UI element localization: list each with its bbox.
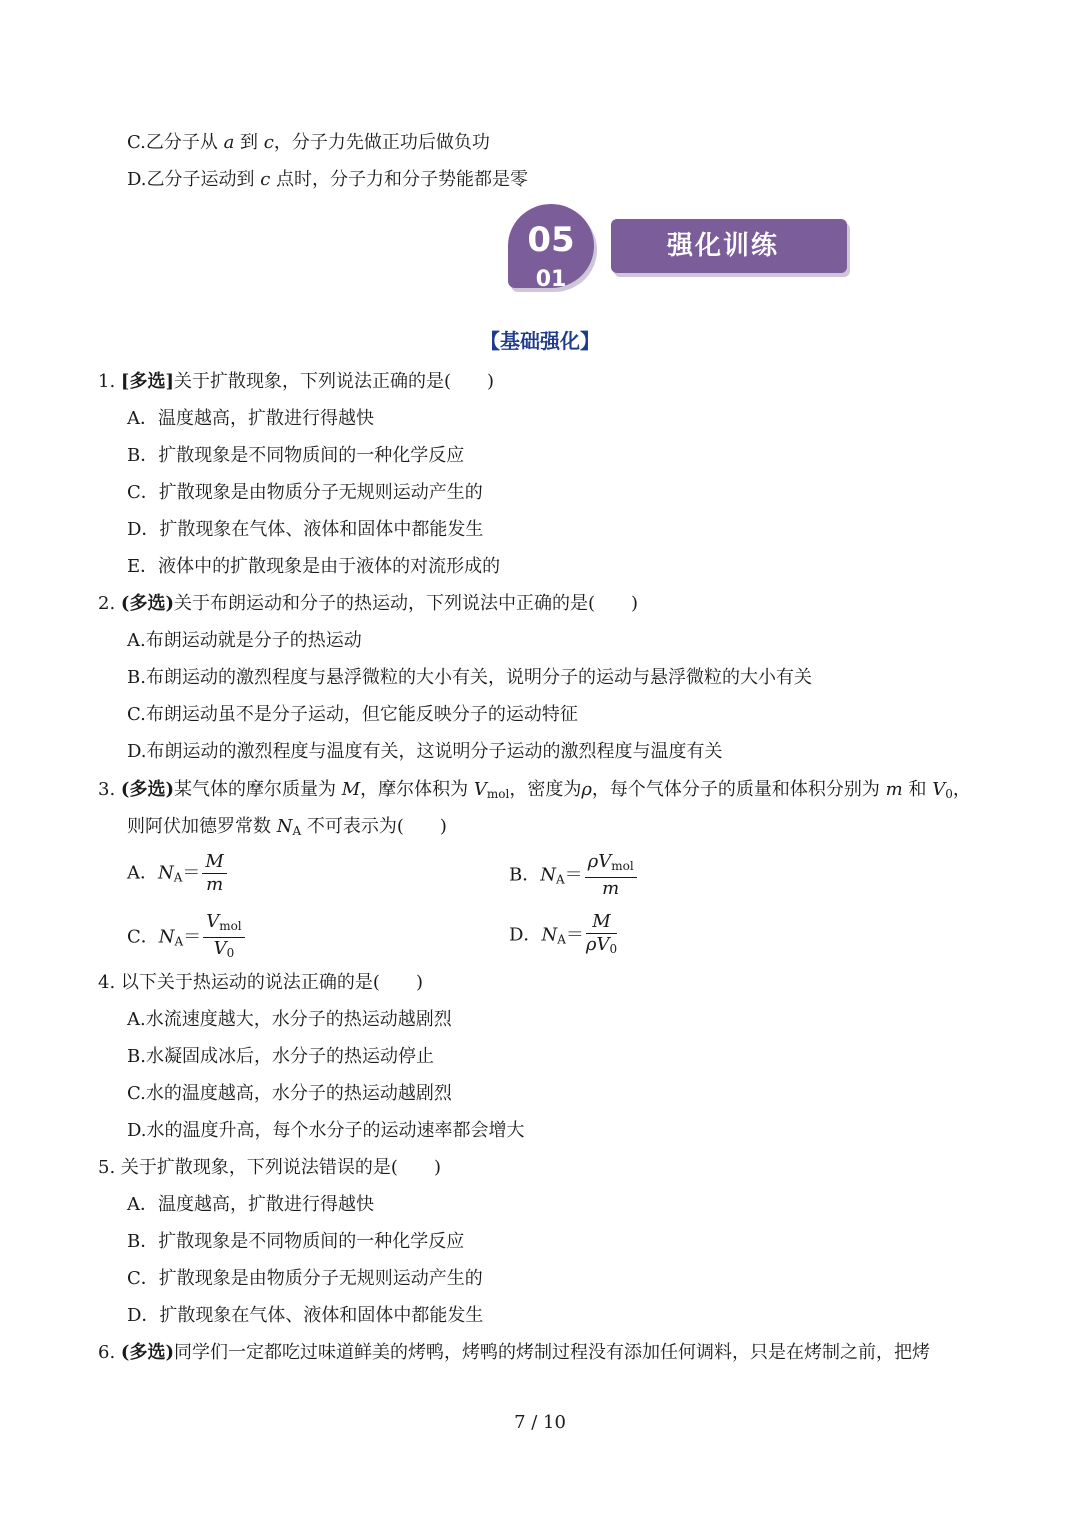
question-5: 5. 关于扩散现象，下列说法错误的是( )	[98, 1157, 441, 1178]
option-c: C.乙分子从 a 到 c，分子力先做正功后做负功	[127, 132, 490, 153]
q1-option-b: B．扩散现象是不同物质间的一种化学反应	[127, 445, 465, 466]
section-number: 05	[527, 220, 575, 260]
q3-option-c: C．$N_A=$ $\frac{V_{mol}}{V_0}$	[127, 911, 245, 964]
q5-option-c: C．扩散现象是由物质分子无规则运动产生的	[127, 1268, 483, 1289]
fraction: $\frac{M}{\rho V_0}$	[585, 911, 618, 956]
q1-option-c: C．扩散现象是由物质分子无规则运动产生的	[127, 482, 483, 503]
q2-option-b: B.布朗运动的激烈程度与悬浮微粒的大小有关，说明分子的运动与悬浮微粒的大小有关	[127, 667, 812, 688]
question-3-line2: 则阿伏加德罗常数 $N_A$ 不可表示为( )	[127, 816, 447, 838]
q3-option-b: B．$N_A=$ $\frac{\rho V_{mol}}{m}$	[509, 851, 637, 900]
option-d: D.乙分子运动到 c 点时，分子力和分子势能都是零	[127, 169, 529, 190]
q2-option-d: D.布朗运动的激烈程度与温度有关，这说明分子运动的激烈程度与温度有关	[127, 741, 723, 762]
q2-option-c: C.布朗运动虽不是分子运动，但它能反映分子的运动特征	[127, 704, 578, 725]
question-4: 4. 以下关于热运动的说法正确的是( )	[98, 972, 423, 993]
fraction: $\frac{\rho V_{mol}}{m}$	[585, 851, 637, 900]
q3-option-d: D．$N_A=$ $\frac{M}{\rho V_0}$	[509, 911, 617, 960]
q1-option-e: E．液体中的扩散现象是由于液体的对流形成的	[127, 556, 501, 577]
q5-option-d: D．扩散现象在气体、液体和固体中都能发生	[127, 1305, 484, 1326]
q4-option-a: A.水流速度越大，水分子的热运动越剧烈	[127, 1009, 452, 1030]
fraction: $\frac{V_{mol}}{V_0}$	[203, 911, 244, 964]
q4-option-d: D.水的温度升高，每个水分子的运动速率都会增大	[127, 1120, 525, 1141]
page-number: 7 / 10	[514, 1412, 566, 1433]
question-6: 6. (多选)同学们一定都吃过味道鲜美的烤鸭，烤鸭的烤制过程没有添加任何调料，只是在烤制之前，把烤	[98, 1342, 930, 1363]
q1-option-d: D．扩散现象在气体、液体和固体中都能发生	[127, 519, 484, 540]
q5-option-b: B．扩散现象是不同物质间的一种化学反应	[127, 1231, 465, 1252]
section-sub-number: 01	[535, 267, 567, 288]
q5-option-a: A．温度越高，扩散进行得越快	[127, 1194, 374, 1215]
question-2: 2. (多选)关于布朗运动和分子的热运动，下列说法中正确的是( )	[98, 593, 639, 614]
q2-option-a: A.布朗运动就是分子的热运动	[127, 630, 362, 651]
section-title: 强化训练	[666, 231, 779, 261]
q1-option-a: A．温度越高，扩散进行得越快	[127, 408, 374, 429]
q4-option-b: B.水凝固成冰后，水分子的热运动停止	[127, 1046, 434, 1067]
q4-option-c: C.水的温度越高，水分子的热运动越剧烈	[127, 1083, 452, 1104]
section-heading: 【基础强化】	[480, 329, 600, 353]
question-3: 3. (多选)某气体的摩尔质量为 M，摩尔体积为 $V_{mol}$，密度为ρ，每个气体分子的质量和体积分别为 m 和 $V_0$，	[98, 779, 971, 801]
q3-option-a: A．$N_A=$ $\frac{M}{m}$	[127, 851, 227, 896]
fraction: $\frac{M}{m}$	[202, 851, 226, 896]
question-1: 1. [多选]关于扩散现象，下列说法正确的是( )	[98, 371, 495, 392]
